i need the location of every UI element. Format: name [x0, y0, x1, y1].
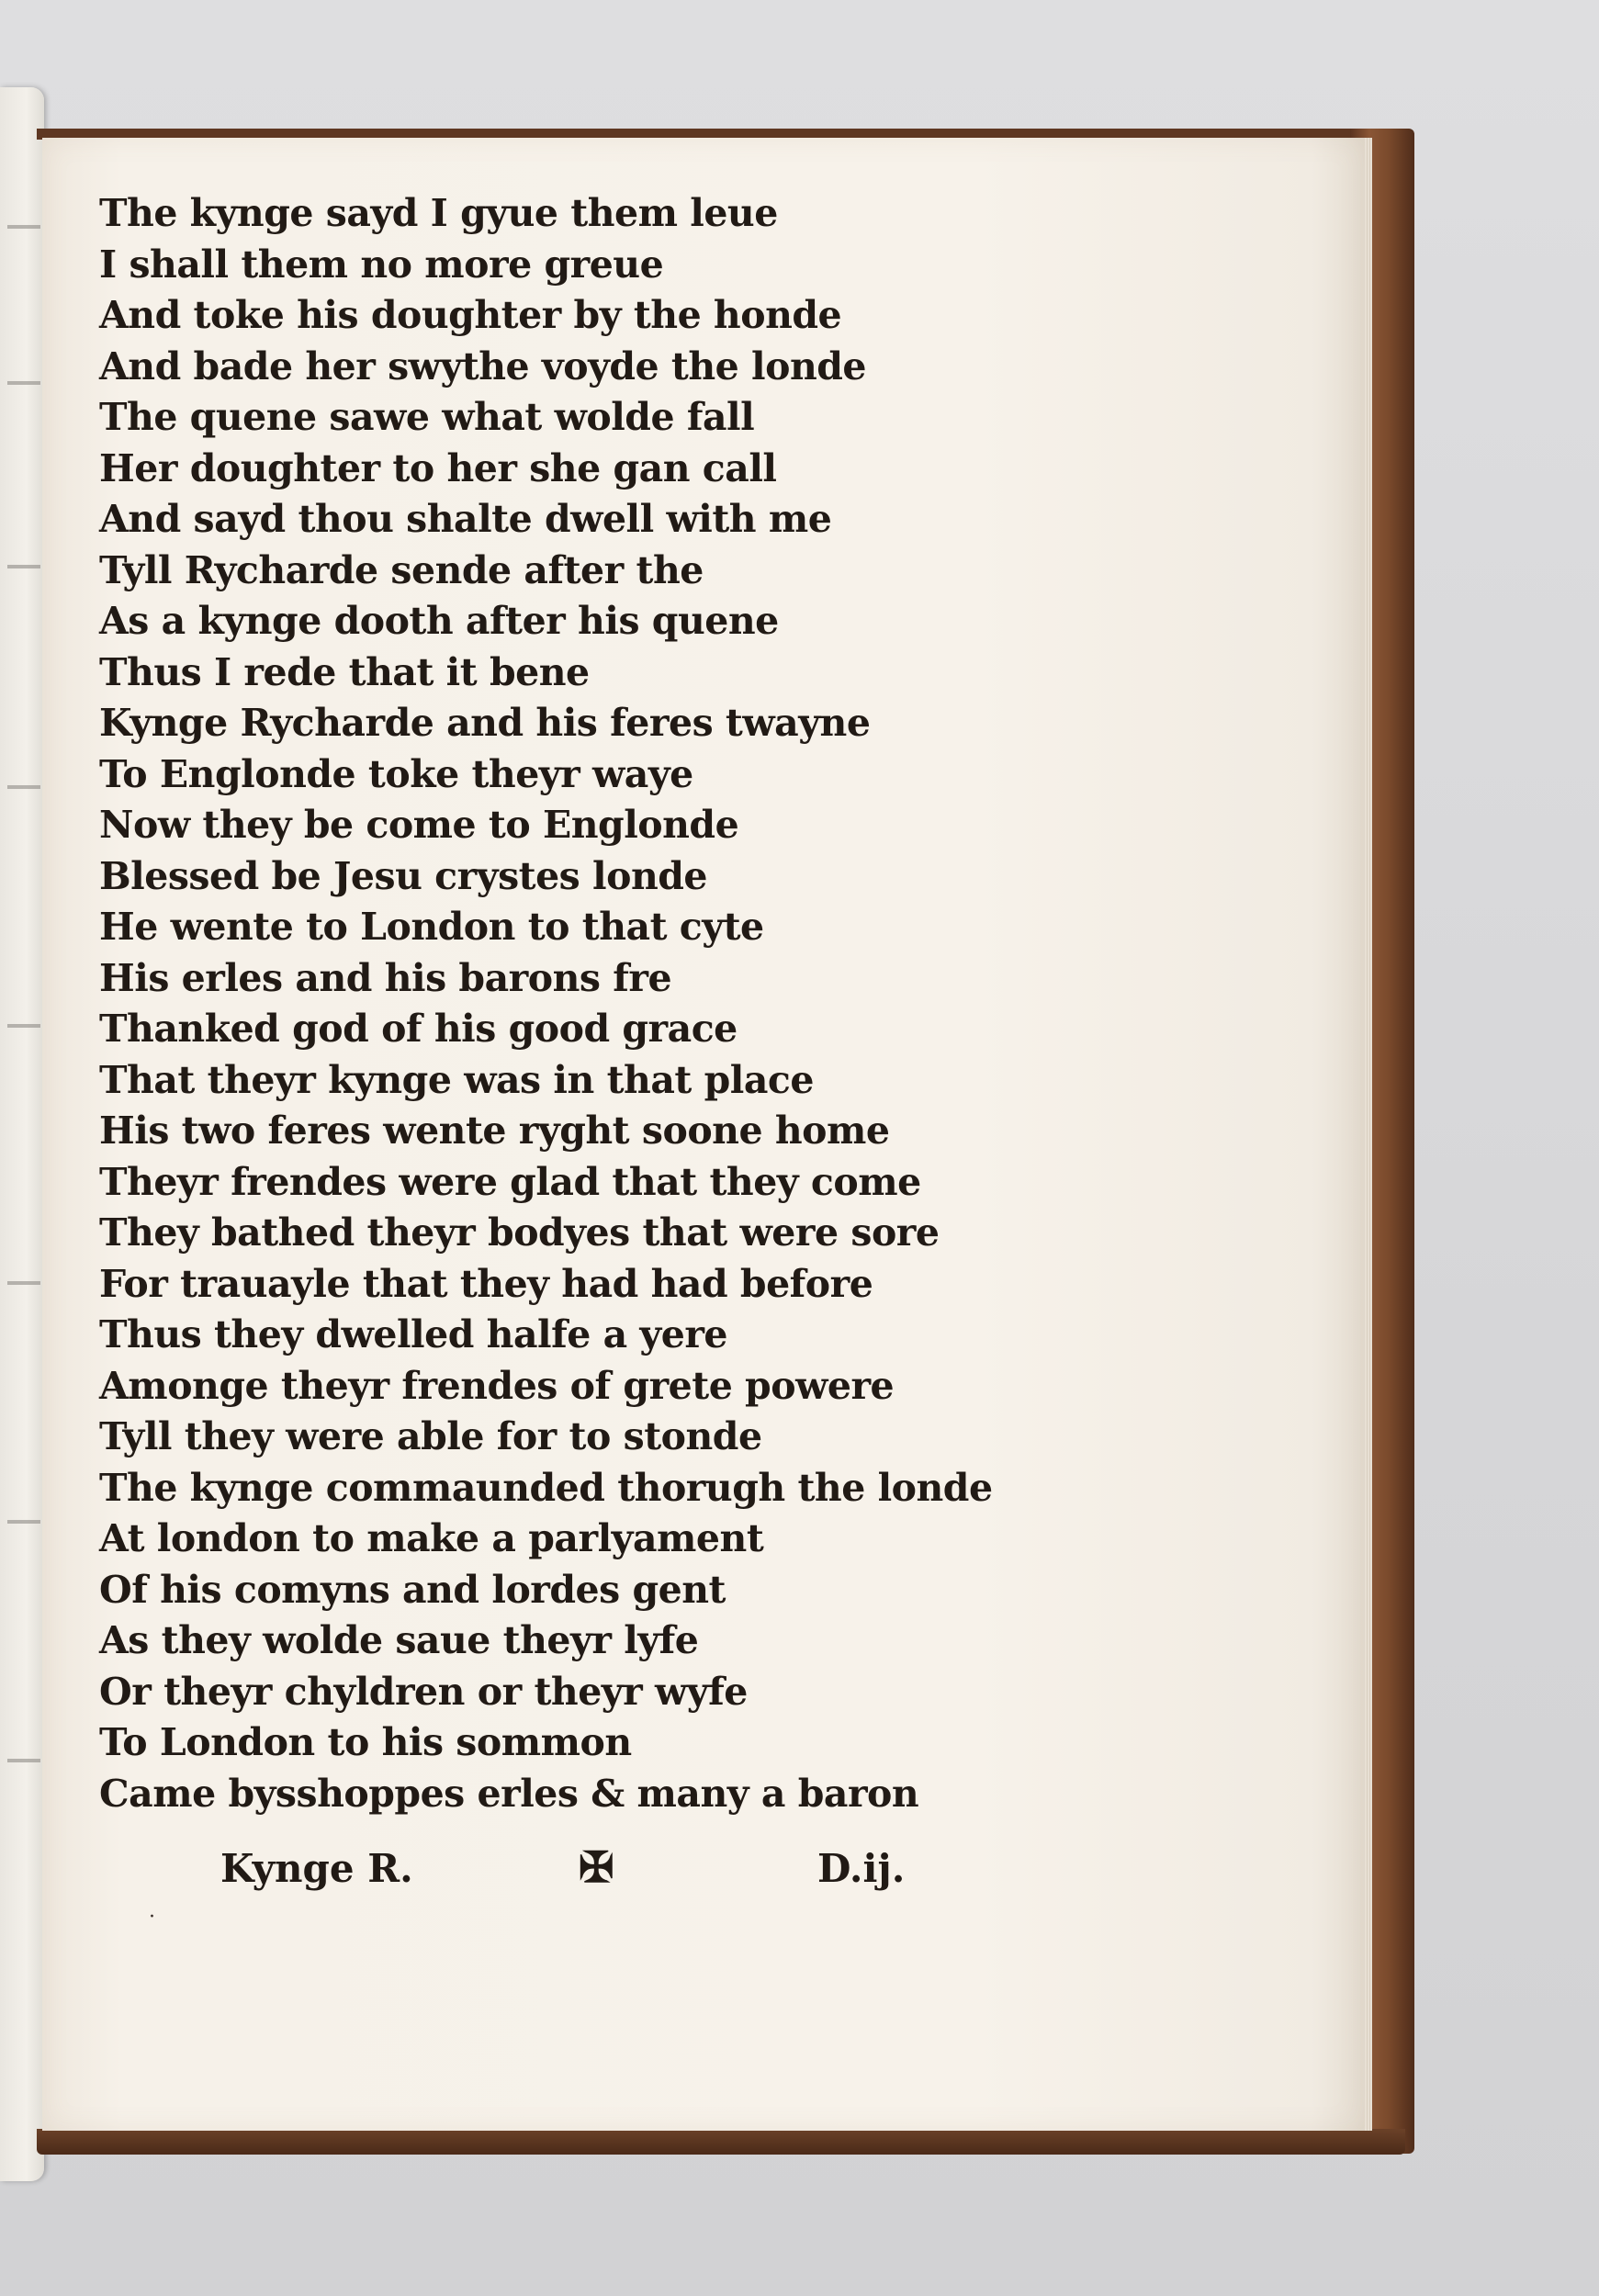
- verse-line: Amonge theyr frendes of grete powere: [99, 1363, 895, 1408]
- facing-page-text-fragment: [7, 565, 40, 568]
- verse-line: That theyr kynge was in that place: [99, 1057, 814, 1102]
- verse-line: Tyll Rycharde sende after the: [99, 547, 704, 592]
- verse-line: And toke his doughter by the honde: [99, 293, 842, 337]
- verse-line: Kynge Rycharde and his feres twayne: [99, 701, 871, 745]
- verse-line: The kynge sayd I gyue them leue: [99, 191, 778, 235]
- facing-page-text-fragment: [7, 1281, 40, 1285]
- verse-text-block: [99, 188, 1018, 1819]
- page-footer: [220, 1842, 937, 1901]
- verse-line: To London to his sommon: [99, 1720, 632, 1764]
- verse-line: Thanked god of his good grace: [99, 1007, 738, 1051]
- verse-line: Thus I rede that it bene: [99, 649, 590, 694]
- verse-line: Or theyr chyldren or theyr wyfe: [99, 1669, 748, 1714]
- facing-page-text-fragment: [7, 381, 40, 385]
- verse-line: As a kynge dooth after his quene: [99, 599, 779, 643]
- facing-page-text-fragment: [7, 1024, 40, 1028]
- verse-line: Theyr frendes were glad that they come: [99, 1159, 921, 1204]
- verse-line: Came bysshoppes erles & many a baron: [99, 1771, 919, 1816]
- verse-line: For trauayle that they had had before: [99, 1261, 873, 1306]
- facing-page-text-fragment: [7, 785, 40, 789]
- verse-line: Now they be come to Englonde: [99, 803, 739, 847]
- verse-line: To Englonde toke theyr waye: [99, 751, 693, 796]
- verse-line: I shall them no more greue: [99, 242, 664, 287]
- ink-specks: ·: [149, 1906, 168, 1929]
- verse-line: The quene sawe what wolde fall: [99, 395, 755, 439]
- facing-page-text-fragment: [7, 225, 40, 229]
- cross-ornament-icon: ✠: [579, 1842, 614, 1892]
- verse-line: As they wolde saue theyr lyfe: [99, 1618, 699, 1662]
- verse-line: His two feres wente ryght soone home: [99, 1109, 890, 1153]
- book-cover-bottom: [37, 2129, 1405, 2155]
- facing-page: [0, 87, 44, 2181]
- verse-line: At london to make a parlyament: [99, 1516, 764, 1560]
- verse-line: His erles and his barons fre: [99, 955, 672, 1000]
- verse-line: And sayd thou shalte dwell with me: [99, 497, 832, 541]
- verse-line: The kynge commaunded thorugh the londe: [99, 1465, 993, 1510]
- verse-line: They bathed theyr bodyes that were sore: [99, 1210, 940, 1255]
- verse-line: And bade her swythe voyde the londe: [99, 343, 867, 388]
- verse-line: Thus they dwelled halfe a yere: [99, 1312, 728, 1356]
- verse-line: He wente to London to that cyte: [99, 905, 764, 949]
- verse-line: Blessed be Jesu crystes londe: [99, 853, 708, 898]
- catchword: Kynge R.: [220, 1846, 413, 1891]
- verse-line: Of his comyns and lordes gent: [99, 1567, 726, 1612]
- verse-line: Her doughter to her she gan call: [99, 445, 777, 490]
- facing-page-text-fragment: [7, 1520, 40, 1524]
- signature-mark: D.ij.: [817, 1846, 906, 1891]
- facing-page-text-fragment: [7, 1759, 40, 1762]
- verse-line: Tyll they were able for to stonde: [99, 1414, 762, 1458]
